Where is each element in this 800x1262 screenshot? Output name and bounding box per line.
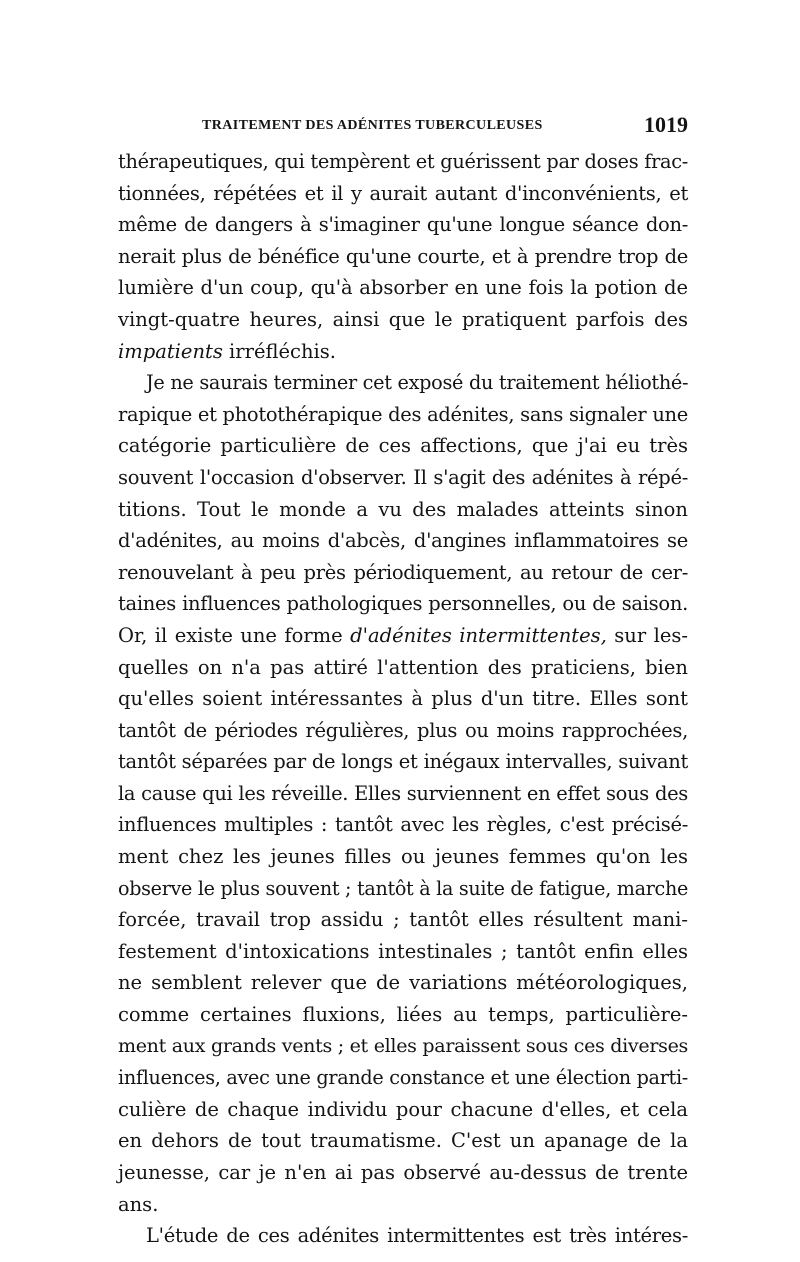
text-line: rapique et photothérapique des adénites, sans signaler une [118,402,688,426]
text-line: L'étude de ces adénites intermittentes est très intéres- [146,1224,688,1248]
text-line: quelles on n'a pas attiré l'attention des praticiens, bien [118,655,688,679]
paragraph-3 [118,1220,688,1252]
text-line: culière de chaque individu pour chacune d'elles, et cela [118,1097,688,1121]
text-line: qu'elles soient intéressantes à plus d'un titre. Elles sont [118,687,688,711]
text-fragment: Or, il existe une forme [118,623,351,647]
italic-term: d'adénites intermittentes, [350,623,607,647]
text-line: titions. Tout le monde a vu des malades atteints sinon [118,497,688,521]
text-line: thérapeutiques, qui tempèrent et guérissent par doses frac- [118,150,688,173]
text-line: jeunesse, car je n'en ai pas observé au-dessus de trente [118,1161,688,1184]
running-title: TRAITEMENT DES ADÉNITES TUBERCULEUSES [202,118,543,133]
text-line [118,336,688,368]
text-line: ne semblent relever que de variations météorologiques, [118,971,688,995]
text-line: observe le plus souvent ; tantôt à la suite de fatigue, marche [118,876,688,900]
text-line: tionnées, répétées et il y aurait autant d'inconvénients, et [118,181,688,205]
text-line: forcée, travail trop assidu ; tantôt elles résultent mani- [118,908,688,932]
text-line: Je ne saurais terminer cet exposé du traitement héliothé- [146,371,689,395]
text-line: taines influences pathologiques personnelles, ou de saison. [118,592,688,616]
text-line: ment aux grands vents ; et elles paraissent sous ces diverses [118,1034,688,1057]
text-line: souvent l'occasion d'observer. Il s'agit des adénites à répé- [118,465,688,489]
text-line: lumière d'un coup, qu'à absorber en une fois la potion de [118,276,688,300]
text-line: renouvelant à peu près périodiquement, au retour de cer- [118,560,688,584]
text-line: tantôt séparées par de longs et inégaux intervalles, suivant [118,750,688,774]
page-number: 1019 [644,112,688,137]
text-fragment: irréfléchis. [222,339,336,363]
text-line: d'adénites, au moins d'abcès, d'angines inflammatoires se [118,529,688,553]
book-page [118,112,688,1252]
text-line: ment chez les jeunes filles ou jeunes femmes qu'on les [118,845,688,869]
text-line: influences, avec une grande constance et une élection parti- [118,1066,688,1090]
paragraph-2 [118,367,688,1220]
text-line: ans. [118,1192,159,1216]
running-header [118,112,688,146]
text-fragment: sur les- [606,623,688,647]
text-line: festement d'intoxications intestinales ; tantôt enfin elles [118,939,688,963]
text-line: vingt-quatre heures, ainsi que le pratiquent parfois des [118,307,688,331]
text-line: même de dangers à s'imaginer qu'une longue séance don- [118,213,688,237]
text-line: la cause qui les réveille. Elles surviennent en effet sous des [118,781,688,805]
text-line: catégorie particulière de ces affections, que j'ai eu très [118,434,688,458]
text-line: nerait plus de bénéfice qu'une courte, et à prendre trop de [118,244,688,268]
italic-term: impatients [118,339,223,363]
text-line: en dehors de tout traumatisme. C'est un apanage de la [118,1129,688,1153]
text-line: tantôt de périodes régulières, plus ou moins rapprochées, [118,718,688,742]
text-line: influences multiples : tantôt avec les règles, c'est précisé- [118,813,688,837]
paragraph-1 [118,146,688,367]
text-line [118,620,688,652]
text-line: comme certaines fluxions, liées au temps, particulière- [118,1003,688,1027]
